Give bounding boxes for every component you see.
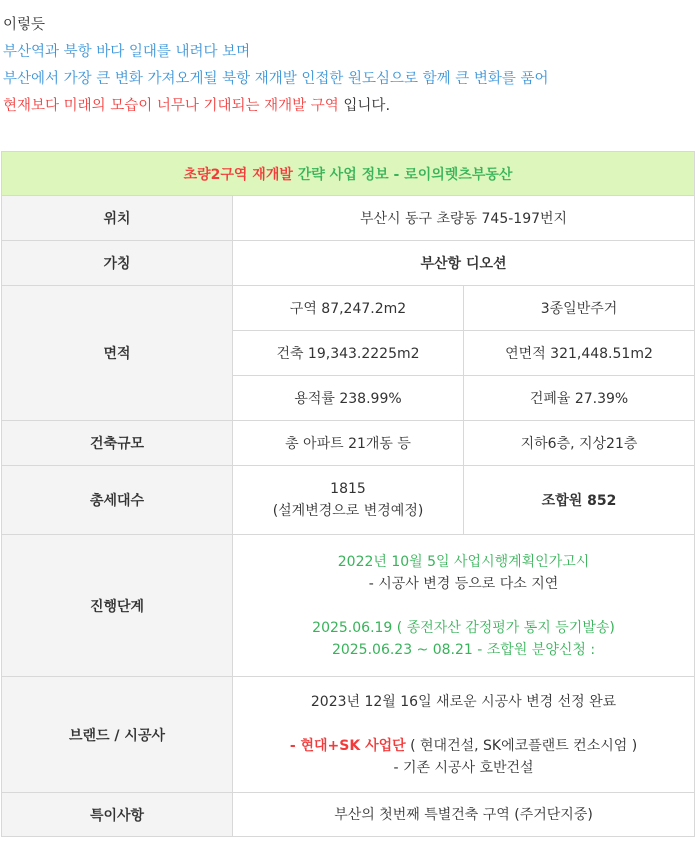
value-building-area: 건축 19,343.2225m2 [233,331,464,376]
label-location: 위치 [2,196,233,241]
brand-line-2-tail: ( 현대건설, SK에코플랜트 컨소시엄 ) [405,737,638,754]
label-progress: 진행단계 [2,535,233,677]
progress-line-4: 2025.06.23 ~ 08.21 - 조합원 분양신청 : [331,641,596,658]
progress-line-1: 2022년 10월 5일 사업시행계획인가고시 [337,553,590,570]
brand-line-1: 2023년 12월 16일 새로운 시공사 변경 선정 완료 [310,693,617,710]
household-note: (설계변경으로 변경예정) [272,503,424,519]
value-households [233,466,464,535]
label-households: 총세대수 [2,466,233,535]
value-floor-area: 연면적 321,448.51m2 [464,331,695,376]
value-location: 부산시 동구 초량동 745-197번지 [233,196,695,241]
value-brand [233,677,695,793]
intro-line-4-tail: 입니다. [338,98,391,114]
intro-text [3,12,693,120]
intro-line-4 [3,93,693,120]
value-floors: 지하6층, 지상21층 [464,421,695,466]
value-name: 부산항 디오션 [233,241,695,286]
value-buildings: 총 아파트 21개동 등 [233,421,464,466]
value-bcr: 건폐율 27.39% [464,376,695,421]
household-count: 1815 [330,481,366,497]
label-area: 면적 [2,286,233,421]
label-brand: 브랜드 / 시공사 [2,677,233,793]
brand-line-2 [241,735,686,757]
value-far: 용적률 238.99% [233,376,464,421]
progress-line-2: - 시공사 변경 등으로 다소 지연 [368,575,559,592]
label-scale: 건축규모 [2,421,233,466]
brand-line-3: - 기존 시공사 호반건설 [393,759,534,776]
project-info-table [1,151,695,837]
value-zone-type: 3종일반주거 [464,286,695,331]
progress-spacer [241,595,686,617]
table-title-desc: 간략 사업 정보 - 로이의렛츠부동산 [292,166,513,183]
intro-line-4-highlight: 현재보다 미래의 모습이 너무나 기대되는 재개발 구역 [3,98,339,114]
value-progress [233,535,695,677]
value-special: 부산의 첫번째 특별건축 구역 (주거단지중) [233,793,695,837]
progress-line-3: 2025.06.19 ( 종전자산 감정평가 통지 등기발송) [312,619,615,636]
label-special: 특이사항 [2,793,233,837]
intro-line-1: 이렇듯 [3,17,46,33]
label-name: 가칭 [2,241,233,286]
intro-line-2: 부산역과 북항 바다 일대를 내려다 보며 [3,44,251,60]
table-title-project: 초량2구역 재개발 [183,166,293,183]
table-title [2,152,695,196]
brand-line-2-highlight: - 현대+SK 사업단 [289,737,406,754]
brand-spacer [241,713,686,735]
intro-line-3: 부산에서 가장 큰 변화 가져오게될 북항 재개발 인접한 원도심으로 함께 큰 변화를 품어 [3,71,549,87]
value-zone-area: 구역 87,247.2m2 [233,286,464,331]
value-members: 조합원 852 [464,466,695,535]
